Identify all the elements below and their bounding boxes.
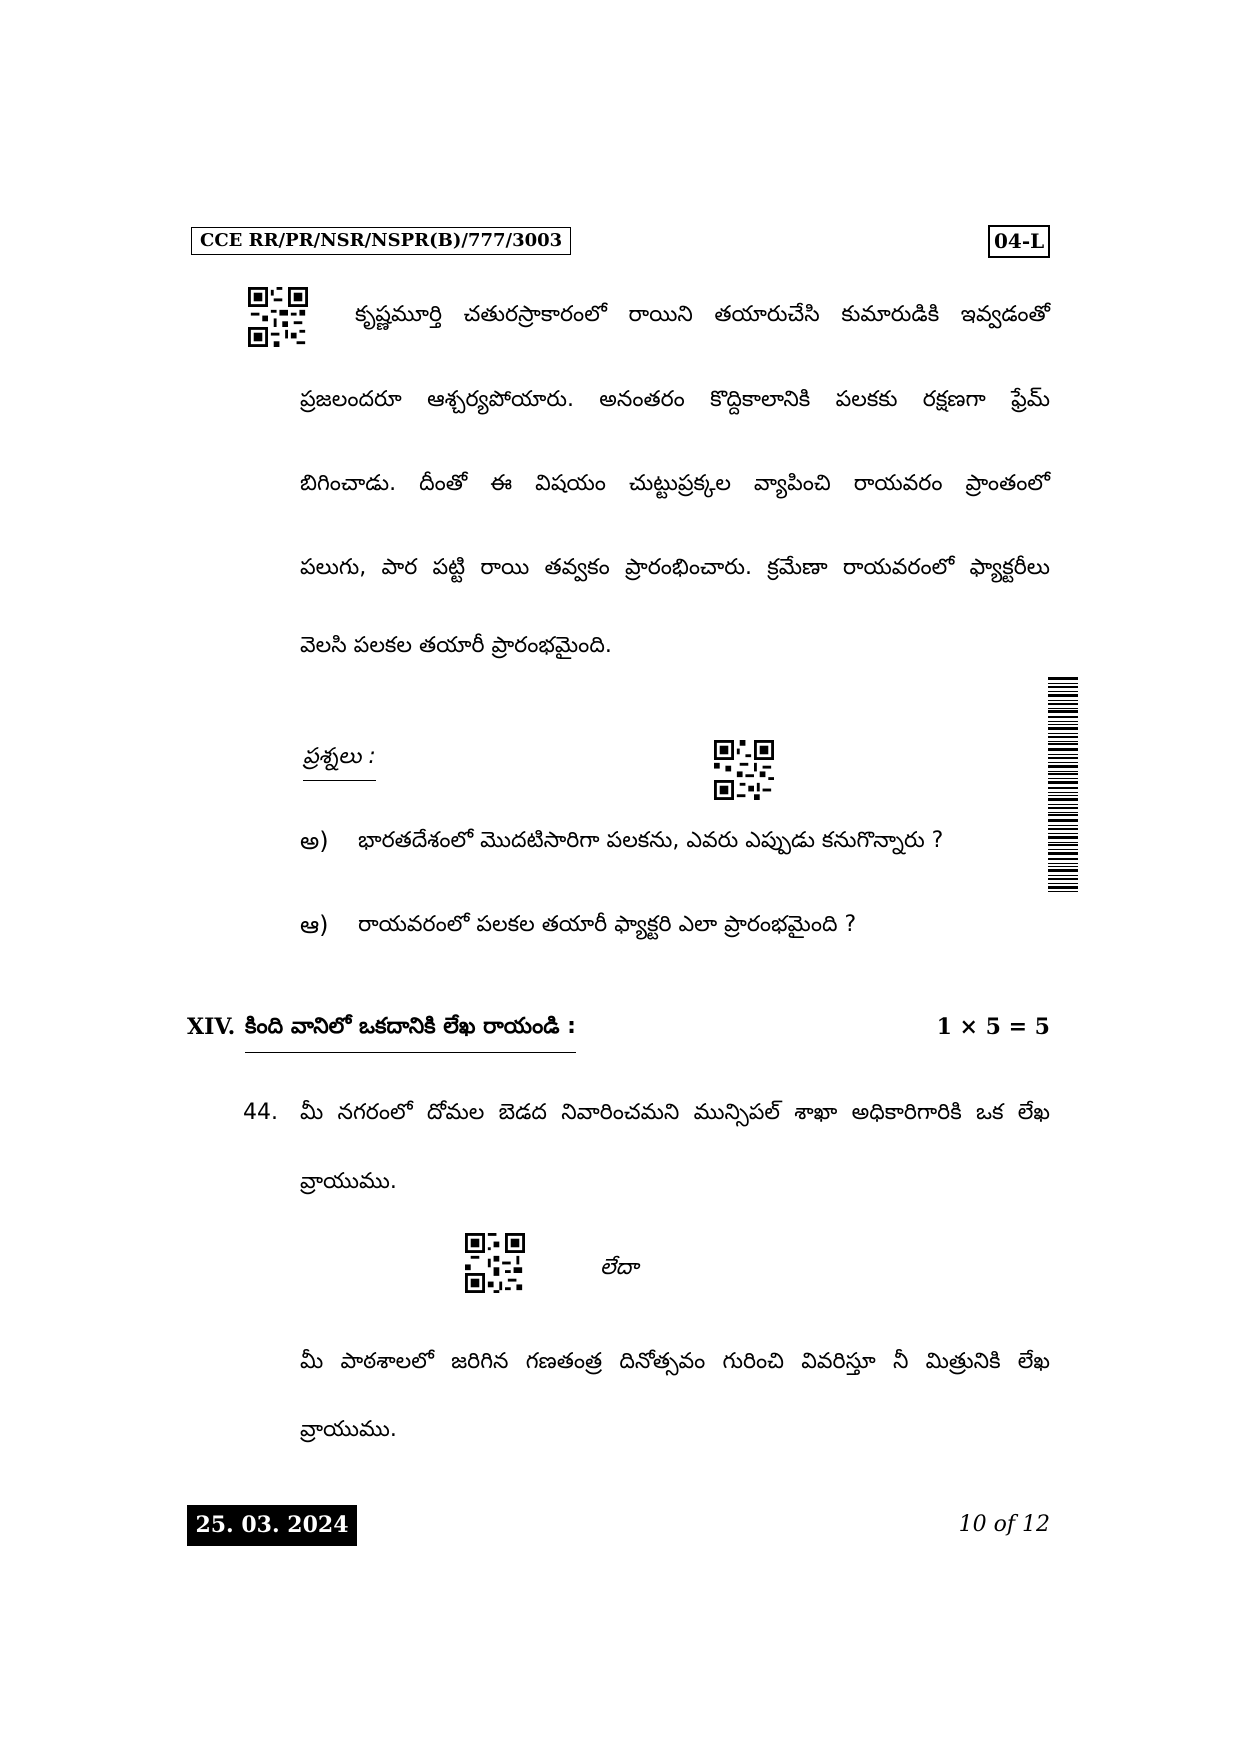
questions-heading: ప్రశ్నలు : <box>303 742 376 781</box>
section-marks: 1 × 5 = 5 <box>936 1014 1050 1040</box>
qr-code-icon <box>464 1233 526 1293</box>
section-number: XIV. <box>187 1014 236 1040</box>
qr-code-icon <box>713 740 775 800</box>
series-code-label: 04-L <box>988 225 1050 258</box>
passage-line: ప్రజలందరూ ఆశ్చర్యపోయారు. అనంతరం కొద్దికాలానికి పలకకు రక్షణగా ఫ్రేమ్ <box>300 387 1050 412</box>
passage-line: బిగించాడు. దీంతో ఈ విషయం చుట్టుప్రక్కల వ్యాపించి రాయవరం ప్రాంతంలో <box>300 471 1050 496</box>
question-text: రాయవరంలో పలకల తయారీ ఫ్యాక్టరి ఎలా ప్రారంభమైంది ? <box>358 912 857 937</box>
barcode-icon <box>1048 677 1078 892</box>
letter-option-line: మీ నగరంలో దోమల బెడద నివారించమని మున్సిపల్ శాఖా అధికారిగారికి ఒక లేఖ <box>300 1100 1050 1125</box>
letter-option-line: వ్రాయుము. <box>300 1169 397 1194</box>
page-number: 10 of 12 <box>958 1512 1050 1537</box>
question-number: 44. <box>243 1100 278 1125</box>
question-marker: అ) <box>300 827 329 855</box>
letter-option-line: వ్రాయుము. <box>300 1417 397 1442</box>
passage-line: వెలసి పలకల తయారీ ప్రారంభమైంది. <box>300 633 612 658</box>
section-title: కింది వానిలో ఒకదానికి లేఖ రాయండి : <box>245 1012 576 1053</box>
passage-line: పలుగు, పార పట్టి రాయి తవ్వకం ప్రారంభించారు. క్రమేణా రాయవరంలో ఫ్యాక్టరీలు <box>300 555 1050 580</box>
passage-line: కృష్ణమూర్తి చతురస్రాకారంలో రాయిని తయారుచేసి కుమారుడికి ఇవ్వడంతో <box>355 302 1050 327</box>
or-label: లేదా <box>600 1255 639 1280</box>
paper-code-label: CCE RR/PR/NSR/NSPR(B)/777/3003 <box>191 227 571 255</box>
question-text: భారతదేశంలో మొదటిసారిగా పలకను, ఎవరు ఎప్పుడు కనుగొన్నారు ? <box>358 828 944 853</box>
question-marker: ఆ) <box>300 911 329 939</box>
letter-option-line: మీ పాఠశాలలో జరిగిన గణతంత్ర దినోత్సవం గురించి వివరిస్తూ నీ మిత్రునికి లేఖ <box>300 1349 1050 1374</box>
qr-code-icon <box>247 287 309 347</box>
exam-date: 25. 03. 2024 <box>187 1505 357 1546</box>
